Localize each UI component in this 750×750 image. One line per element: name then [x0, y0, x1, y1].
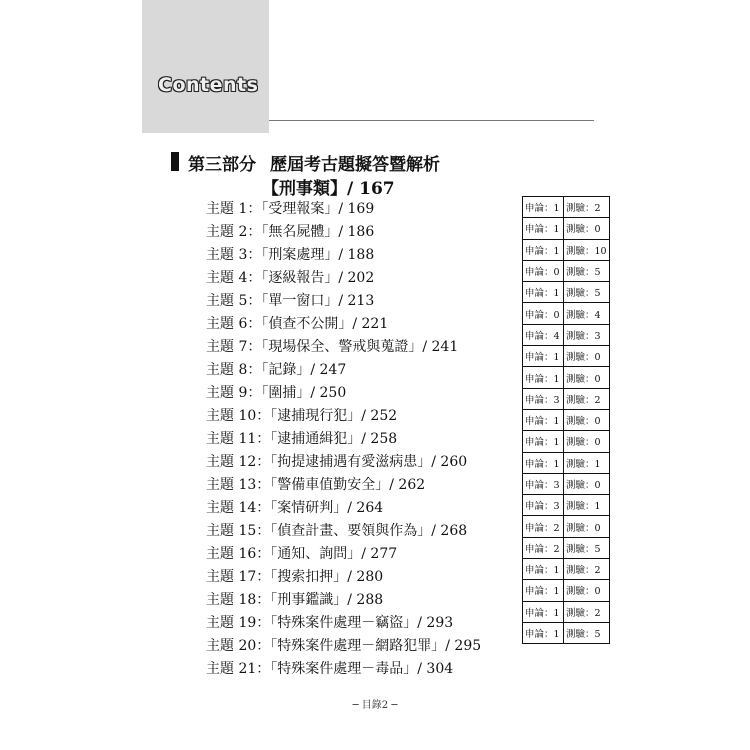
- essay-count-cell: 申論：1: [523, 346, 564, 367]
- essay-count-cell: 申論：1: [523, 197, 564, 218]
- topic-entry[interactable]: 主題 17：「搜索扣押」/ 280: [206, 569, 384, 585]
- topic-entry[interactable]: 主題 16：「通知、詢問」/ 277: [206, 546, 398, 562]
- stat-row: [523, 346, 610, 367]
- topic-entry[interactable]: 主題 7：「現場保全、警戒與蒐證」/ 241: [206, 339, 459, 355]
- stat-row: [523, 559, 610, 580]
- topic-entry[interactable]: 主題 20：「特殊案件處理－網路犯罪」/ 295: [206, 638, 482, 654]
- stat-row: [523, 473, 610, 494]
- topic-entry[interactable]: 主題 1：「受理報案」/ 169: [206, 201, 375, 217]
- stat-row: [523, 197, 610, 218]
- essay-count-cell: 申論：1: [523, 622, 564, 643]
- stat-row: [523, 260, 610, 281]
- part-label: 第三部分: [188, 155, 256, 175]
- part-marker-bar: [171, 152, 179, 171]
- essay-count-cell: 申論：1: [523, 282, 564, 303]
- essay-count-cell: 申論：2: [523, 516, 564, 537]
- topic-entry[interactable]: 主題 6：「偵查不公開」/ 221: [206, 316, 389, 332]
- test-count-cell: 測驗：2: [564, 388, 610, 409]
- essay-count-cell: 申論：1: [523, 431, 564, 452]
- stat-row: [523, 367, 610, 388]
- test-count-cell: 測驗：4: [564, 303, 610, 324]
- stat-row: [523, 452, 610, 473]
- stat-row: [523, 516, 610, 537]
- essay-count-cell: 申論：2: [523, 537, 564, 558]
- essay-count-cell: 申論：1: [523, 367, 564, 388]
- part-heading: [188, 150, 440, 175]
- essay-count-cell: 申論：1: [523, 580, 564, 601]
- essay-count-cell: 申論：3: [523, 495, 564, 516]
- essay-count-cell: 申論：1: [523, 601, 564, 622]
- stat-row: [523, 537, 610, 558]
- contents-title: Contents: [158, 74, 259, 96]
- essay-count-cell: 申論：1: [523, 452, 564, 473]
- stat-row: [523, 303, 610, 324]
- essay-count-cell: 申論：0: [523, 303, 564, 324]
- test-count-cell: 測驗：5: [564, 622, 610, 643]
- topic-entry[interactable]: 主題 10：「逮捕現行犯」/ 252: [206, 408, 398, 424]
- category-heading: 【刑事類】/ 167: [262, 179, 395, 199]
- test-count-cell: 測驗：1: [564, 452, 610, 473]
- essay-count-cell: 申論：1: [523, 218, 564, 239]
- stat-row: [523, 282, 610, 303]
- test-count-cell: 測驗：0: [564, 409, 610, 430]
- essay-count-cell: 申論：0: [523, 260, 564, 281]
- test-count-cell: 測驗：0: [564, 346, 610, 367]
- stat-row: [523, 239, 610, 260]
- stat-row: [523, 409, 610, 430]
- test-count-cell: 測驗：3: [564, 324, 610, 345]
- contents-header-box: [142, 0, 269, 133]
- test-count-cell: 測驗：2: [564, 559, 610, 580]
- stat-row: [523, 218, 610, 239]
- test-count-cell: 測驗：10: [564, 239, 610, 260]
- test-count-cell: 測驗：1: [564, 495, 610, 516]
- stat-row: [523, 495, 610, 516]
- page-number: ─ 目錄2 ─: [352, 700, 398, 711]
- topic-entry[interactable]: 主題 5：「單一窗口」/ 213: [206, 293, 375, 309]
- test-count-cell: 測驗：2: [564, 601, 610, 622]
- topic-entry[interactable]: 主題 18：「刑事鑑識」/ 288: [206, 592, 384, 608]
- exam-stats-table: [522, 196, 610, 644]
- topic-entry[interactable]: 主題 19：「特殊案件處理－竊盜」/ 293: [206, 615, 454, 631]
- test-count-cell: 測驗：0: [564, 516, 610, 537]
- stat-row: [523, 388, 610, 409]
- test-count-cell: 測驗：0: [564, 473, 610, 494]
- essay-count-cell: 申論：4: [523, 324, 564, 345]
- test-count-cell: 測驗：0: [564, 218, 610, 239]
- test-count-cell: 測驗：5: [564, 537, 610, 558]
- topic-entry[interactable]: 主題 15：「偵查計畫、要領與作為」/ 268: [206, 523, 468, 539]
- topic-entry[interactable]: 主題 3：「刑案處理」/ 188: [206, 247, 375, 263]
- stat-row: [523, 601, 610, 622]
- essay-count-cell: 申論：3: [523, 388, 564, 409]
- test-count-cell: 測驗：0: [564, 580, 610, 601]
- stat-row: [523, 431, 610, 452]
- test-count-cell: 測驗：5: [564, 282, 610, 303]
- essay-count-cell: 申論：1: [523, 239, 564, 260]
- topic-entry[interactable]: 主題 13：「警備車值勤安全」/ 262: [206, 477, 426, 493]
- test-count-cell: 測驗：0: [564, 431, 610, 452]
- topic-entry[interactable]: 主題 9：「圍捕」/ 250: [206, 385, 347, 401]
- topic-entry[interactable]: 主題 12：「拘提逮捕遇有愛滋病患」/ 260: [206, 454, 468, 470]
- topic-entry[interactable]: 主題 11：「逮捕通緝犯」/ 258: [206, 431, 398, 447]
- header-divider: [269, 120, 594, 121]
- test-count-cell: 測驗：0: [564, 367, 610, 388]
- topic-entry[interactable]: 主題 21：「特殊案件處理－毒品」/ 304: [206, 661, 454, 677]
- topic-entry[interactable]: 主題 4：「逐級報告」/ 202: [206, 270, 375, 286]
- topic-entry[interactable]: 主題 14：「案情研判」/ 264: [206, 500, 384, 516]
- topic-entry[interactable]: 主題 2：「無名屍體」/ 186: [206, 224, 375, 240]
- essay-count-cell: 申論：1: [523, 559, 564, 580]
- essay-count-cell: 申論：3: [523, 473, 564, 494]
- stat-row: [523, 324, 610, 345]
- part-title: 歷屆考古題擬答暨解析: [270, 155, 440, 175]
- stat-row: [523, 622, 610, 643]
- stat-row: [523, 580, 610, 601]
- test-count-cell: 測驗：5: [564, 260, 610, 281]
- test-count-cell: 測驗：2: [564, 197, 610, 218]
- essay-count-cell: 申論：1: [523, 409, 564, 430]
- topic-entry[interactable]: 主題 8：「記錄」/ 247: [206, 362, 347, 378]
